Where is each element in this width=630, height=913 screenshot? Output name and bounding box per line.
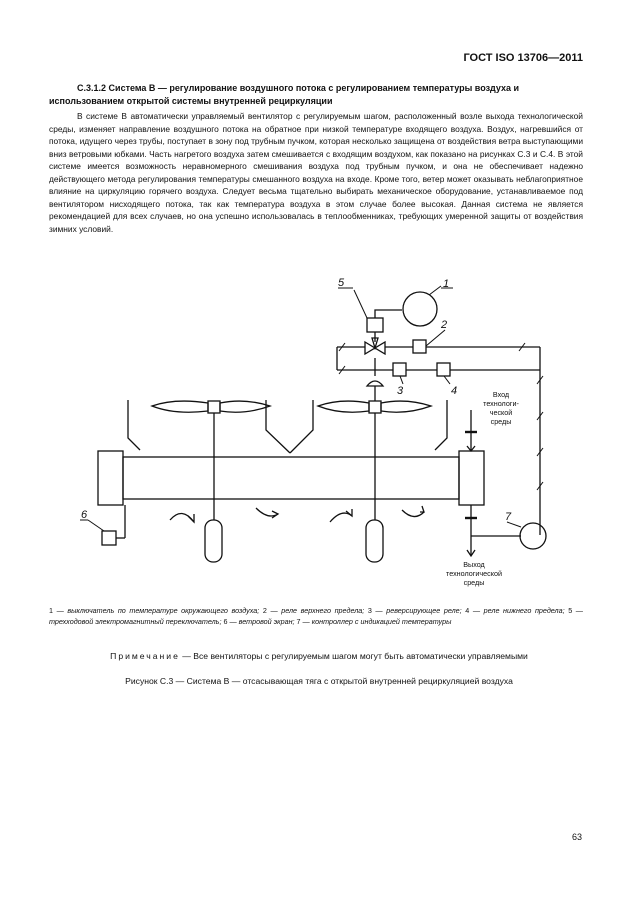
legend-text-4: реле нижнего предела; [483, 606, 565, 615]
body-paragraph: В системе В автоматически управляемый вентилятор с регулируемым шагом, расположенный возле выхода технологической среды, изменяет направление воздушного потока на обратное при низкой температуре входящего воздуха. Воздух, нагревшийся от потока, идущего через трубы, поступает в зону под трубным пучком, которая несколько защищена от воздействия ветра выступающими вниз ветровыми юбками. Часть нагретого воздуха затем смешивается с входящим воздухом, как показано на рисунках С.3 и С.4. В этой системе имеется возможность неравномерного смешивания воздуха под трубным пучком, и она не обеспечивает надежно действующего метода регулирования температуры смешанного воздуха на входе. Кроме того, ветер может оказывать неблагоприятное влияние на циркуляцию горячего воздуха. Следует весьма тщательно выбирать механическое оборудование, устанавливаемое под вентилятором нисходящего потока, так как температура воздуха в этом случае более высокая. Данная система не является рекомендацией для всех случаев, но она успешно использовалась в теплообменниках, требующих умеренной защиты от воздействия зимних условий. [49, 111, 583, 234]
inlet-label-line-2: технологи- [483, 399, 519, 408]
solenoid-5 [367, 318, 383, 332]
label-4: 4 [451, 385, 458, 397]
legend-num-4: 4 [465, 606, 470, 615]
legend-num-7: 7 [296, 617, 301, 626]
legend-text-6: ветровой экран; [238, 617, 295, 626]
low-limit-relay-4 [437, 363, 450, 376]
left-mid-skirt [266, 400, 290, 453]
label-2: 2 [441, 319, 448, 331]
label-7: 7 [505, 511, 512, 523]
section-title: Система В — регулирование воздушного потока с регулированием температуры воздуха и использованием открытой системы внутренней рециркуляции [49, 83, 520, 106]
page-number: 63 [571, 832, 582, 842]
legend-num-3: 3 [367, 606, 372, 615]
note-label: Примечание [110, 651, 180, 661]
legend-num-6: 6 [223, 617, 228, 626]
right-mid-skirt [290, 400, 313, 453]
figure-legend: 1 — выключатель по температуре окружающего воздуха; 2 — реле верхнего предела; 3 — реверсирующее реле; 4 — реле нижнего предела; 5 — трехходовой электромагнитный переключатель; 6 — ветровой экран; 7 — контроллер с индикацией температуры [49, 606, 583, 626]
legend-text-7: контроллер с индикацией температуры [311, 617, 452, 626]
legend-num-2: 2 [262, 606, 267, 615]
pneumatic-hash-marks [339, 343, 543, 490]
label-3: 3 [397, 385, 404, 397]
outlet-label-line-3: среды [463, 578, 485, 587]
standard-header: ГОСТ ISO 13706—2011 [463, 52, 583, 64]
left-skirt [128, 400, 140, 450]
legend-text-1: выключатель по температуре окружающего воздуха; [67, 606, 260, 615]
tube-bundle [123, 457, 459, 499]
airflow-arrow-4 [402, 510, 424, 517]
legend-num-1: 1 [49, 606, 53, 615]
ambient-switch-1 [403, 292, 437, 326]
label-5: 5 [338, 277, 345, 289]
wind-screen-6 [102, 531, 116, 545]
fan-right [318, 401, 431, 562]
figure-title: Рисунок С.3 — Система В — отсасывающая тяга с открытой внутренней рециркуляцией воздуха [125, 676, 513, 686]
inlet-label-line-3: ческой [489, 408, 513, 417]
legend-text-2: реле верхнего предела; [281, 606, 365, 615]
controller-7 [520, 523, 546, 549]
left-header-box [98, 451, 123, 505]
section-number: С.3.1.2 [77, 83, 107, 93]
inlet-label-line-4: среды [490, 417, 512, 426]
fan-left [152, 401, 270, 562]
right-header-box [459, 451, 484, 505]
label-1: 1 [443, 278, 450, 290]
legend-num-5: 5 [568, 606, 573, 615]
airflow-arrow-3 [330, 513, 352, 522]
right-skirt [435, 400, 447, 450]
outlet-label-line-1: Выход [463, 560, 485, 569]
outlet-label-line-2: технологической [446, 569, 502, 578]
reversing-relay-3 [393, 363, 406, 376]
figure-note [49, 651, 589, 661]
valve-actuator [367, 381, 383, 386]
high-limit-relay-2 [413, 340, 426, 353]
legend-text-3: реверсирующее реле; [386, 606, 462, 615]
inlet-label-line-1: Вход [492, 390, 510, 399]
note-text: — Все вентиляторы с регулируемым шагом могут быть автоматически управляемыми [182, 651, 528, 661]
legend-text-5: трехходовой электромагнитный переключатель; [49, 617, 222, 626]
label-6: 6 [81, 509, 88, 521]
